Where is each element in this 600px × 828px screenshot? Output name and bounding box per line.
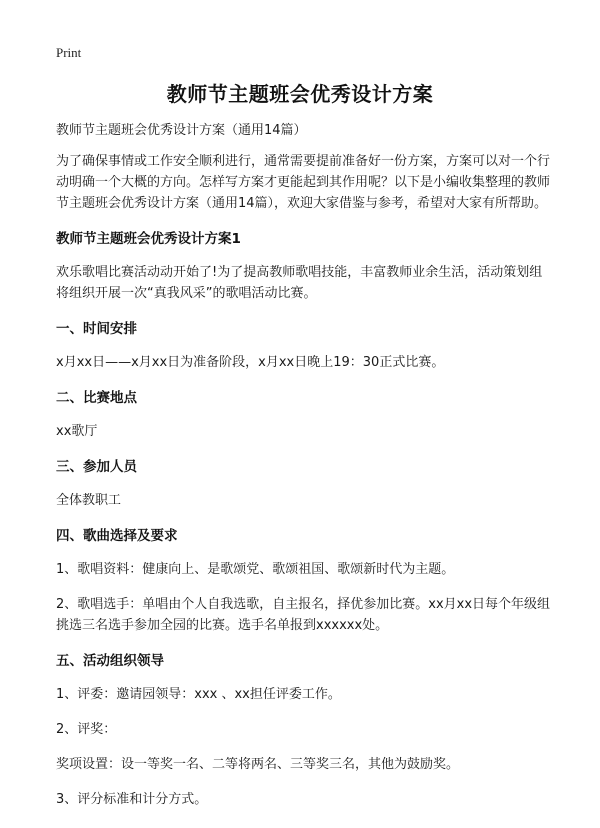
section-text-time: x月xx日——x月xx日为准备阶段，x月xx日晚上19：30正式比赛。 [56,355,445,370]
intro-paragraph: 为了确保事情或工作安全顺利进行，通常需要提前准备好一份方案，方案可以对一个行动明确一个大概的方向。怎样写方案才更能起到其作用呢？以下是小编收集整理的教师节主题班会优秀设计方案（通用14篇），欢迎大家借鉴与参考，希望对大家有所帮助。 [56,154,551,211]
organization-item-2: 2、评奖： [56,722,117,737]
plan1-intro-paragraph: 欢乐歌唱比赛活动动开始了!为了提高教师歌唱技能，丰富教师业余生活，活动策划组将组织开展一次“真我风采”的歌唱活动比赛。 [56,265,543,301]
organization-awards: 奖项设置：设一等奖一名、二等将两名、三等奖三名，其他为鼓励奖。 [56,757,460,772]
organization-item-1: 1、评委：邀请园领导：xxx 、xx担任评委工作。 [56,687,341,702]
document-subtitle: 教师节主题班会优秀设计方案（通用14篇） [56,123,307,138]
organization-item-3: 3、评分标准和计分方式。 [56,792,208,807]
plan1-heading: 教师节主题班会优秀设计方案1 [56,231,241,247]
songs-item-2: 2、歌唱选手：单唱由个人自我选歌，自主报名，择优参加比赛。xx月xx日每个年级组挑选三名选手参加全园的比赛。选手名单报到xxxxxx处。 [56,597,551,633]
section-heading-venue: 二、比赛地点 [56,390,137,406]
print-link[interactable]: Print [56,45,82,60]
section-heading-time: 一、时间安排 [56,321,137,337]
section-heading-organization: 五、活动组织领导 [56,653,164,669]
songs-item-1: 1、歌唱资料：健康向上、是歌颂党、歌颂祖国、歌颂新时代为主题。 [56,562,455,577]
section-text-venue: xx歌厅 [56,424,98,439]
document-title: 教师节主题班会优秀设计方案 [166,82,434,106]
section-text-participants: 全体教职工 [56,493,122,508]
section-heading-songs: 四、歌曲选择及要求 [56,528,178,544]
section-heading-participants: 三、参加人员 [56,459,137,475]
document-body [56,120,552,824]
